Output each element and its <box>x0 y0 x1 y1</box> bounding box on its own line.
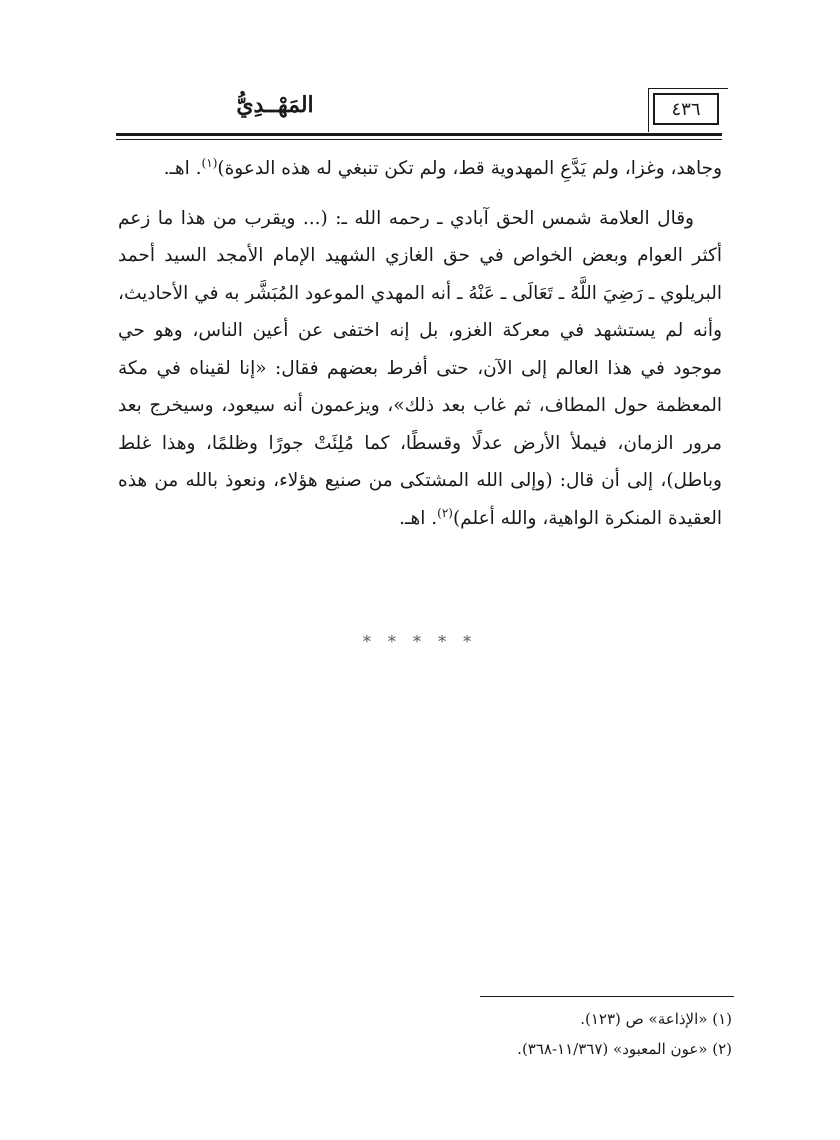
page-number-text: ٤٣٦ <box>671 98 701 120</box>
footnotes <box>430 1004 732 1064</box>
page-number <box>653 93 719 125</box>
running-title: المَهْــدِيُّ <box>236 92 314 118</box>
footnote-1: (١) «الإذاعة» ص (١٢٣). <box>580 1010 732 1028</box>
header-rule-thin <box>116 139 722 140</box>
footnote-rule <box>480 996 734 997</box>
paragraph-2-end: . اهـ. <box>399 507 438 529</box>
paragraph-2-text: وقال العلامة شمس الحق آبادي ـ رحمه الله ـ: (... ويقرب من هذا ما زعم أكثر العوام وبعض الخواص في حق الغازي الشهيد الإمام الأمجد السيد أحمد البريلوي ـ رَضِيَ اللَّهُ ـ تَعَالَى ـ عَنْهُ ـ أنه المهدي الموعود المُبَشَّر به في الأحاديث، وأنه لم يستشهد في معركة الغزو، بل إنه اختفى عن أعين الناس، وهو حي موجود في هذا العالم إلى الآن، حتى أفرط بعضهم فقال: «إنا لقيناه في مكة المعظمة حول المطاف، ثم غاب بعد ذلك»، ويزعمون أنه سيعود، وسيخرج بعد مرور الزمان، فيملأ الأرض عدلًا وقسطًا، كما مُلِئَتْ جورًا وظلمًا، وهذا غلط وباطل)، إلى أن قال: (وإلى الله المشتكى من صنيع هؤلاء، ونعوذ بالله من هذه العقيدة المنكرة الواهية، والله أعلم) <box>118 207 722 529</box>
footnote-ref-1: (١) <box>201 155 218 170</box>
paragraph-1-text: وجاهد، وغزا، ولم يَدَّعِ المهدوية قط، ولم تكن تنبغي له هذه الدعوة) <box>217 158 722 179</box>
paragraph-1-end: . اهـ. <box>163 158 202 179</box>
footnote-ref-2: (٢) <box>437 505 453 520</box>
paragraph-2 <box>118 200 722 538</box>
header-rule <box>116 133 722 136</box>
footnote-2: (٢) «عون المعبود» (١١/٣٦٧-٣٦٨). <box>517 1040 732 1058</box>
section-separator: * * * * * <box>362 632 478 651</box>
main-text <box>118 150 722 537</box>
paragraph-1 <box>118 150 722 188</box>
